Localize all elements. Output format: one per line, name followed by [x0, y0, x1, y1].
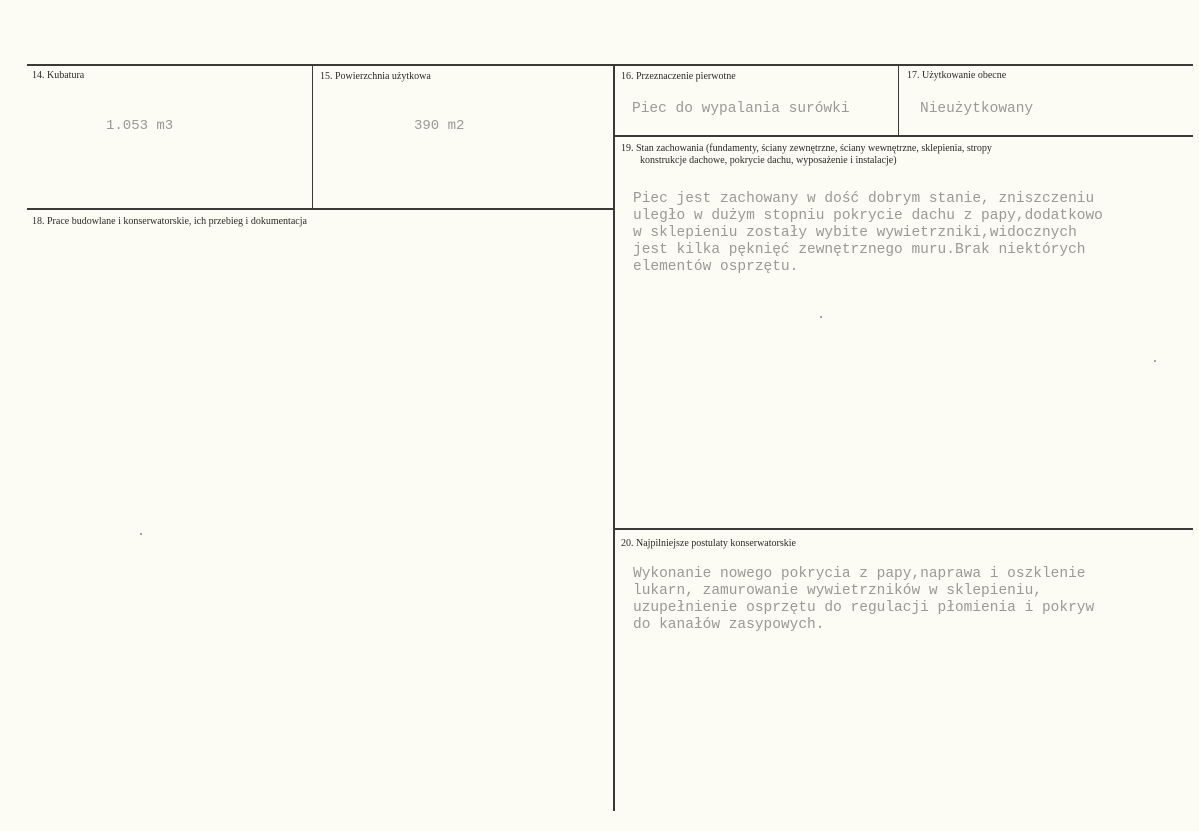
field-20-label: 20. Najpilniejsze postulaty konserwatorskie	[621, 538, 796, 549]
rule-under-14-15	[27, 208, 614, 210]
field-15-value: 390 m2	[414, 118, 465, 134]
top-rule	[27, 64, 1193, 66]
field-19-text-line: elementów osprzętu.	[633, 259, 799, 275]
field-20-text-line: Wykonanie nowego pokrycia z papy,naprawa i oszklenie	[633, 566, 1086, 582]
field-19-text-line: jest kilka pęknięć zewnętrznego muru.Brak niektórych	[633, 242, 1086, 258]
field-18-label: 18. Prace budowlane i konserwatorskie, ich przebieg i dokumentacja	[32, 216, 307, 227]
rule-under-16-17	[614, 135, 1193, 137]
field-17-label: 17. Użytkowanie obecne	[907, 70, 1007, 81]
paper-speck	[820, 316, 822, 318]
rule-under-19	[614, 528, 1193, 530]
field-14-value: 1.053 m3	[106, 118, 174, 134]
field-15-label: 15. Powierzchnia użytkowa	[320, 71, 431, 82]
field-16-value: Piec do wypalania surówki	[632, 101, 850, 117]
field-20-text-line: do kanałów zasypowych.	[633, 617, 825, 633]
field-19-label-line1: 19. Stan zachowania (fundamenty, ściany zewnętrzne, ściany wewnętrzne, sklepienia, stropy	[621, 143, 992, 154]
field-20-text-line: lukarn, zamurowanie wywietrzników w sklepieniu,	[633, 583, 1042, 599]
field-20-text-line: uzupełnienie osprzętu do regulacji płomienia i pokryw	[633, 600, 1095, 616]
divider-16-17	[898, 65, 899, 136]
field-19-text-line: uległo w dużym stopniu pokrycie dachu z papy,dodatkowo	[633, 208, 1103, 224]
paper-speck	[140, 533, 142, 535]
divider-left-right	[613, 65, 615, 811]
field-19-text-line: Piec jest zachowany w dość dobrym stanie, zniszczeniu	[633, 191, 1095, 207]
field-16-label: 16. Przeznaczenie pierwotne	[621, 71, 736, 82]
field-17-value: Nieużytkowany	[920, 101, 1034, 117]
paper-speck	[1154, 360, 1156, 362]
field-19-text-line: w sklepieniu zostały wybite wywietrzniki,widocznych	[633, 225, 1077, 241]
divider-14-15	[312, 65, 313, 208]
field-14-label: 14. Kubatura	[32, 70, 85, 81]
field-19-label-line2: konstrukcje dachowe, pokrycie dachu, wyposażenie i instalacje)	[640, 155, 897, 166]
